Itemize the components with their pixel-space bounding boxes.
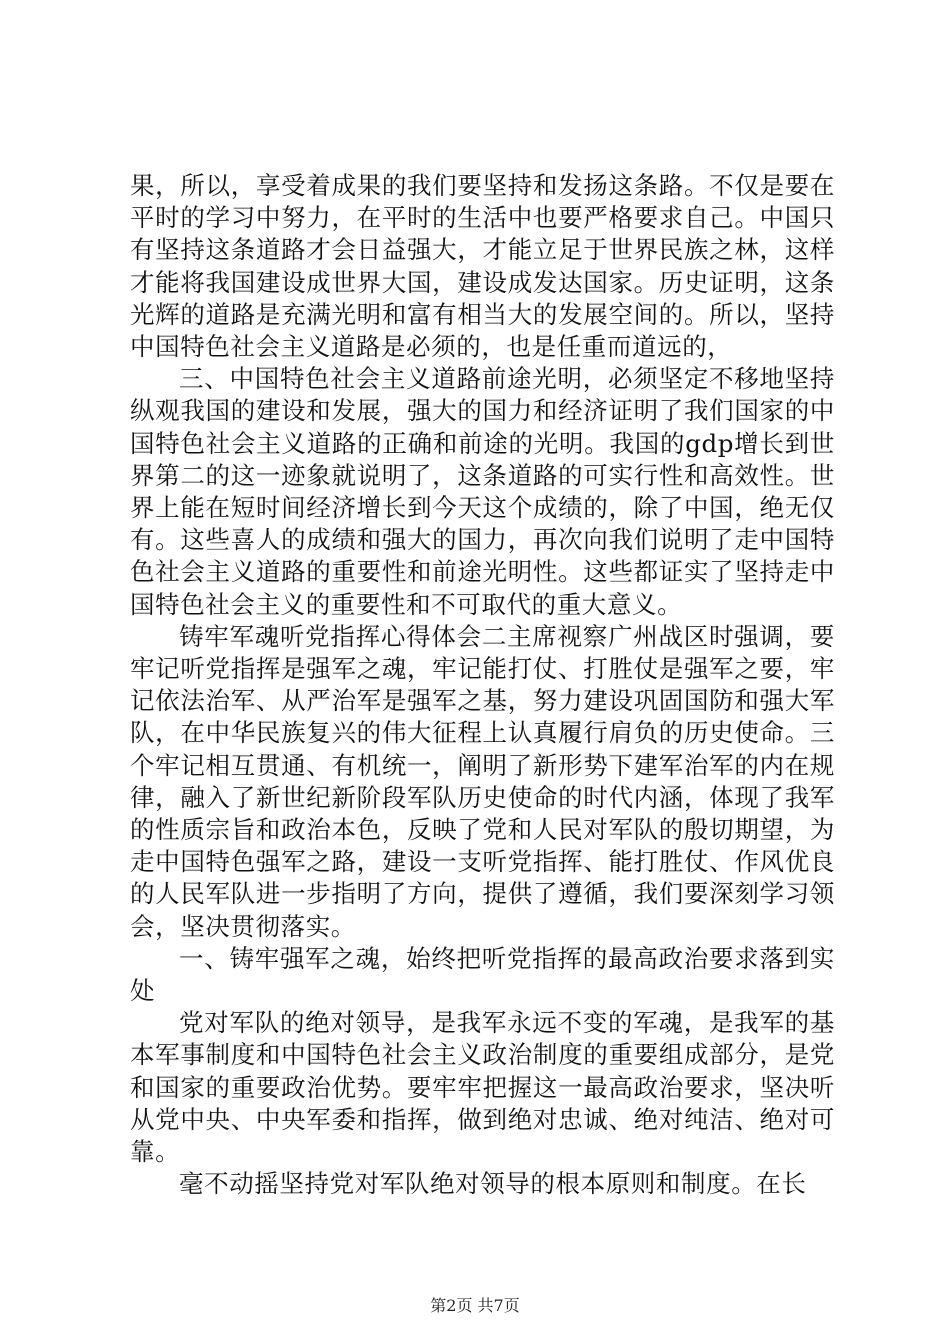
page-footer bbox=[0, 1296, 950, 1316]
paragraph-experience-two: 铸牢军魂听党指挥心得体会二主席视察广州战区时强调，要牢记听党指挥是强军之魂，牢记能打仗、打胜仗是强军之要，牢记依法治军、从严治军是强军之基，努力建设巩固国防和强大军队，在中华民族复兴的伟大征程上认真履行肩负的历史使命。三个牢记相互贯通、有机统一，阐明了新形势下建军治军的内在规律，融入了新世纪新阶段军队历史使命的时代内涵，体现了我军的性质宗旨和政治本色，反映了党和人民对军队的殷切期望，为走中国特色强军之路，建设一支听党指挥、能打胜仗、作风优良的人民军队进一步指明了方向，提供了遵循，我们要深刻学习领会，坚决贯彻落实。 bbox=[130, 621, 835, 941]
document-body bbox=[130, 170, 835, 1201]
page-number-label: 第2页 共7页 bbox=[430, 1296, 520, 1315]
paragraph-section-three: 三、中国特色社会主义道路前途光明，必须坚定不移地坚持纵观我国的建设和发展，强大的国力和经济证明了我们国家的中国特色社会主义道路的正确和前途的光明。我国的gdp增长到世界第二的这一迹象就说明了，这条道路的可实行性和高效性。世界上能在短时间经济增长到今天这个成绩的，除了中国，绝无仅有。这些喜人的成绩和强大的国力，再次向我们说明了走中国特色社会主义道路的重要性和前途光明性。这些都证实了坚持走中国特色社会主义的重要性和不可取代的重大意义。 bbox=[130, 364, 835, 619]
paragraph-principle: 毫不动摇坚持党对军队绝对领导的根本原则和制度。在长 bbox=[179, 1169, 807, 1199]
paragraph-heading-one: 一、铸牢强军之魂，始终把听党指挥的最高政治要求落到实处 bbox=[130, 943, 835, 1006]
paragraph-party-leadership: 党对军队的绝对领导，是我军永远不变的军魂，是我军的基本军事制度和中国特色社会主义政治制度的重要组成部分，是党和国家的重要政治优势。要牢牢把握这一最高政治要求，坚决听从党中央、中央军委和指挥，做到绝对忠诚、绝对纯洁、绝对可靠。 bbox=[130, 1008, 835, 1167]
paragraph-continuation: 果，所以，享受着成果的我们要坚持和发扬这条路。不仅是要在平时的学习中努力，在平时的生活中也要严格要求自己。中国只有坚持这条道路才会日益强大，才能立足于世界民族之林，这样才能将我国建设成世界大国，建设成发达国家。历史证明，这条光辉的道路是充满光明和富有相当大的发展空间的。所以，坚持中国特色社会主义道路是必须的，也是任重而道远的， bbox=[130, 171, 835, 362]
